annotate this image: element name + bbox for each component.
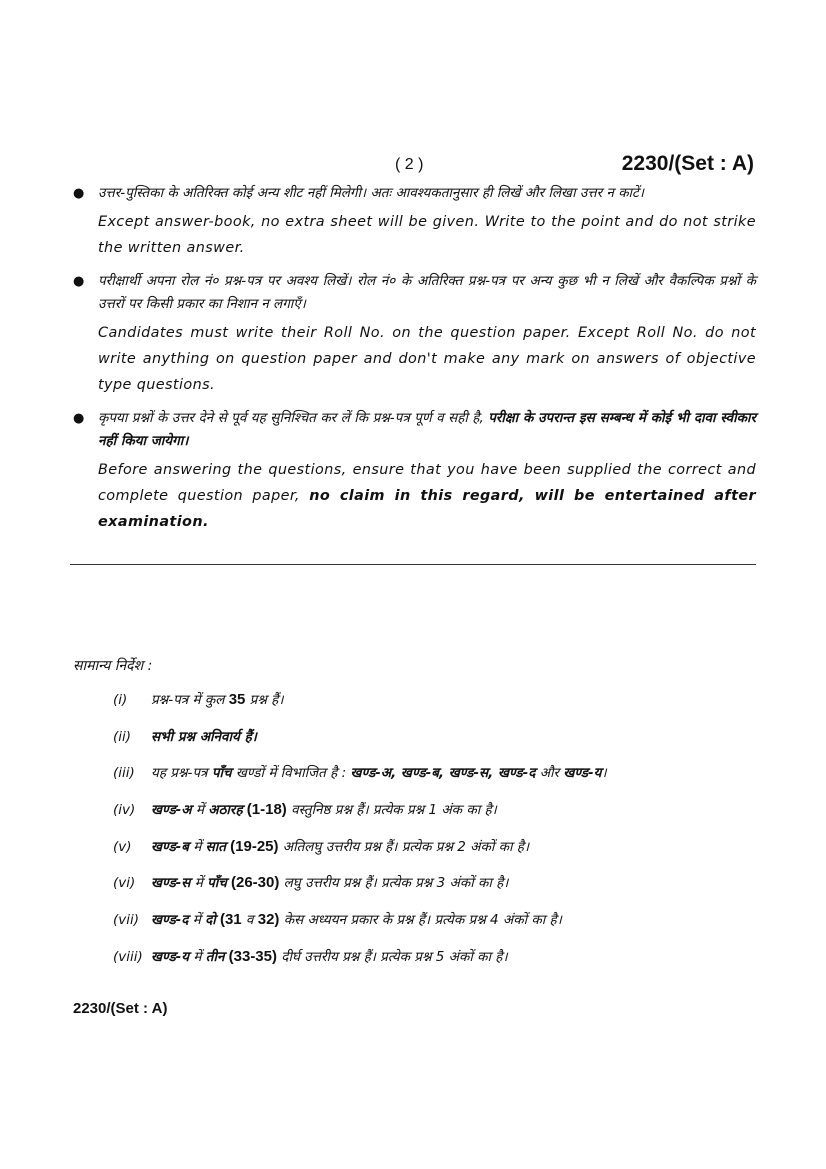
instruction-english: Candidates must write their Roll No. on the question paper. Except Roll No. do not write anything on question paper and don't make any mark on answers of objective type questions.	[98, 325, 756, 393]
item-text	[151, 873, 508, 891]
item-numeral: (ii)	[113, 728, 132, 745]
item-keyword: खण्ड-ब	[151, 838, 189, 855]
general-item	[113, 947, 753, 984]
bullet-icon: ●	[73, 274, 85, 289]
item-numeral: (i)	[113, 692, 128, 708]
item-number: 32)	[257, 911, 280, 929]
general-item	[113, 837, 753, 874]
item-number: (1-18)	[242, 801, 287, 819]
item-text-part: व	[241, 912, 258, 929]
item-text-part: यह प्रश्न-पत्र	[151, 765, 212, 782]
item-keyword: खण्ड-स	[151, 875, 191, 892]
item-number: (31	[215, 911, 242, 929]
item-text-part: खण्डों में विभाजित है :	[231, 765, 351, 782]
item-text	[151, 947, 508, 965]
item-numeral: (iii)	[113, 765, 135, 782]
instruction-hindi: उत्तर-पुस्तिका के अतिरिक्त कोई अन्य शीट नहीं मिलेगी। अतः आवश्यकतानुसार ही लिखें और लिखा उत्तर न काटें।	[98, 185, 644, 201]
item-text-part: में	[190, 875, 208, 892]
item-keyword: दो	[205, 912, 216, 929]
item-numeral: (iv)	[113, 802, 136, 819]
instruction-english-text: Before answering the questions, ensure that you have been supplied the correct and complete question paper,	[98, 462, 756, 504]
instruction-hindi-bold: परीक्षा के उपरान्त इस सम्बन्ध में कोई भी दावा स्वीकार नहीं किया जायेगा।	[98, 410, 756, 449]
item-number: (19-25)	[225, 837, 279, 855]
general-item	[113, 727, 753, 764]
item-numeral: (v)	[113, 838, 132, 855]
item-numeral: (vii)	[113, 912, 140, 929]
set-code-footer: 2230/(Set : A)	[73, 1000, 168, 1017]
item-keyword: खण्ड-द	[151, 912, 189, 929]
bullet-icon: ●	[73, 411, 85, 426]
item-text-part: और	[535, 765, 564, 782]
item-text	[151, 690, 283, 708]
general-item	[113, 800, 753, 837]
item-text-part: दीर्घ उत्तरीय प्रश्न हैं। प्रत्येक प्रश्न 5 अंकों का है।	[277, 948, 508, 965]
instruction-english	[98, 457, 756, 535]
item-text-part: प्रश्न-पत्र में कुल	[151, 692, 229, 708]
general-item	[113, 690, 753, 727]
item-keyword: सात	[205, 838, 226, 855]
item-text-part: में	[189, 838, 206, 855]
general-item	[113, 873, 753, 910]
general-instructions-list	[113, 690, 753, 984]
item-keyword: पाँच	[207, 875, 227, 892]
item-text	[151, 837, 529, 855]
item-keyword: तीन	[205, 948, 225, 965]
instruction-english: Except answer-book, no extra sheet will be given. Write to the point and do not strike the written answer.	[98, 214, 756, 256]
instructions-list	[70, 182, 756, 544]
item-text	[151, 800, 497, 818]
item-keyword: खण्ड-य	[563, 765, 602, 782]
item-text-bold: सभी प्रश्न अनिवार्य हैं।	[151, 728, 257, 745]
general-instructions-title: सामान्य निर्देश :	[73, 658, 153, 674]
item-text	[151, 763, 607, 781]
item-numeral: (viii)	[113, 948, 143, 965]
instruction-item	[70, 270, 756, 398]
item-text-part: में	[191, 802, 209, 819]
instruction-item	[70, 182, 756, 261]
item-text-part: प्रश्न हैं।	[245, 692, 284, 708]
instruction-item	[70, 407, 756, 535]
item-number: 35	[228, 691, 246, 708]
general-item	[113, 910, 753, 947]
bullet-icon: ●	[73, 186, 85, 201]
item-keyword: खण्ड-य	[151, 948, 190, 965]
instruction-hindi-text: कृपया प्रश्नों के उत्तर देने से पूर्व यह सुनिश्चित कर लें कि प्रश्न-पत्र पूर्ण व सही है,	[98, 410, 484, 426]
instruction-hindi: परीक्षार्थी अपना रोल नं० प्रश्न-पत्र पर अवश्य लिखें। रोल नं० के अतिरिक्त प्रश्न-पत्र पर अन्य कुछ भी न लिखें और वैकल्पिक प्रश्नों के उत्तरों पर किसी प्रकार का निशान न लगाएँ।	[98, 273, 756, 312]
item-text-part: वस्तुनिष्ठ प्रश्न हैं। प्रत्येक प्रश्न 1 अंक का है।	[286, 802, 497, 819]
item-number: (26-30)	[226, 874, 280, 892]
item-keyword: खण्ड-अ, खण्ड-ब, खण्ड-स, खण्ड-द	[350, 765, 536, 782]
item-text-part: लघु उत्तरीय प्रश्न हैं। प्रत्येक प्रश्न 3 अंकों का है।	[279, 875, 509, 892]
section-divider	[70, 564, 756, 565]
item-text-part: में	[188, 912, 206, 929]
item-number: (33-35)	[224, 947, 277, 965]
item-keyword: खण्ड-अ	[151, 802, 192, 819]
item-keyword: पाँच	[211, 765, 232, 782]
set-code-header: 2230/(Set : A)	[621, 152, 754, 175]
instruction-english-bold: no claim in this regard, will be entertained after examination.	[98, 488, 756, 530]
page-number: ( 2 )	[395, 156, 424, 173]
instruction-hindi	[98, 407, 756, 453]
item-text-part: अतिलघु उत्तरीय प्रश्न हैं। प्रत्येक प्रश्न 2 अंकों का है।	[278, 838, 530, 855]
general-item	[113, 763, 753, 800]
item-numeral: (vi)	[113, 875, 136, 892]
item-text-part: केस अध्ययन प्रकार के प्रश्न हैं। प्रत्येक प्रश्न 4 अंकों का है।	[279, 912, 562, 929]
item-keyword: अठारह	[208, 802, 243, 819]
item-text-part: ।	[601, 765, 607, 782]
item-text-part: में	[189, 948, 206, 965]
item-text	[151, 910, 562, 928]
